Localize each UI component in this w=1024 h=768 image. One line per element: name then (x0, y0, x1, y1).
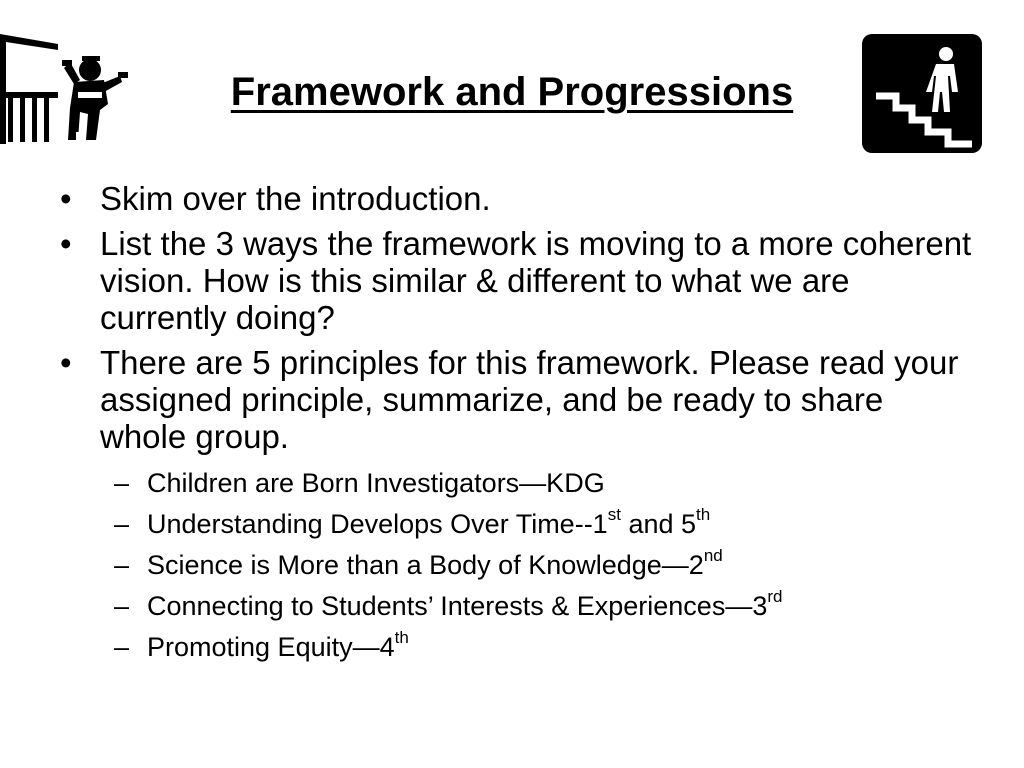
bullet-item: • List the 3 ways the framework is moving to a more coherent vision. How is this similar & different to what we are currently doing? (58, 225, 978, 336)
sub-bullet-item: – Understanding Develops Over Time--1st and 5th (102, 508, 978, 540)
sub-bullet-item: – Science is More than a Body of Knowledge—2nd (102, 549, 978, 581)
page-title: Framework and Progressions (230, 70, 794, 114)
sub-bullet-list (100, 467, 978, 663)
sub-bullet-item: – Children are Born Investigators—KDG (102, 467, 978, 499)
bullet-item: • Skim over the introduction. (58, 180, 978, 217)
bullet-item: • There are 5 principles for this framework. Please read your assigned principle, summarize, and be ready to share whole group. – Children are Born Investigators—KDG – Understanding Develops Over Time--1st and 5th – Science is More than a Body of Knowledge—2nd – Connecting to Students’ Interests & Experiences—3rd – Promoting Equity—4th (58, 344, 978, 663)
stairs-climbing-icon (862, 34, 982, 153)
bullet-list (58, 180, 978, 672)
sub-bullet-item: – Promoting Equity—4th (102, 631, 978, 663)
sub-bullet-item: – Connecting to Students’ Interests & Experiences—3rd (102, 590, 978, 622)
